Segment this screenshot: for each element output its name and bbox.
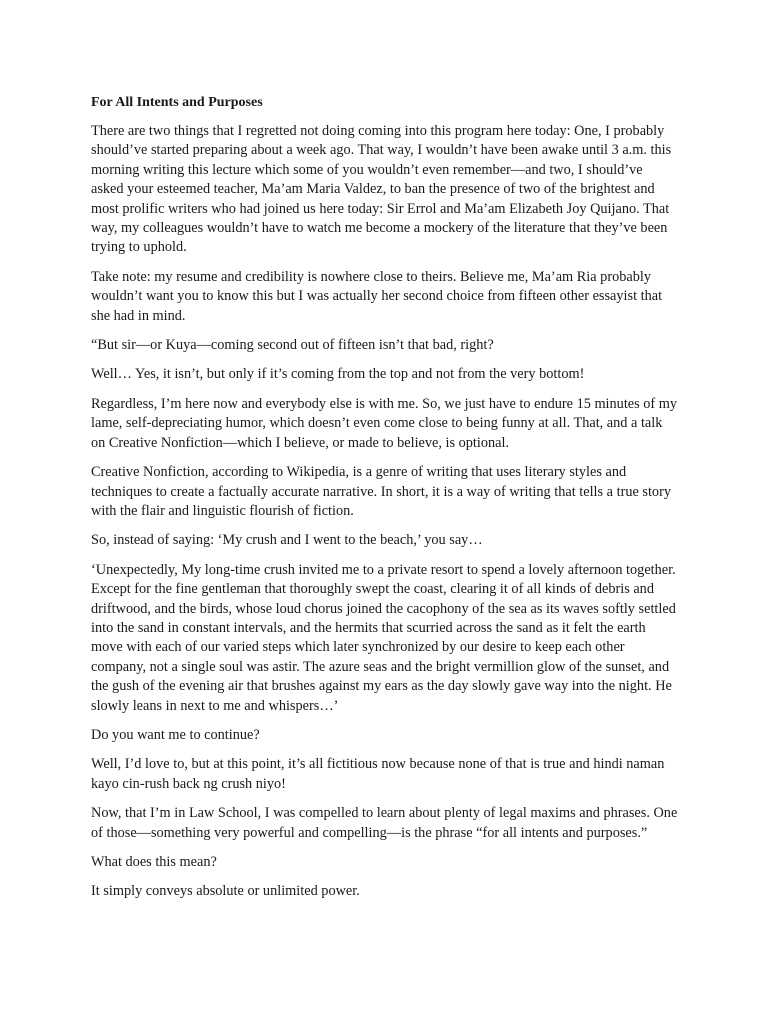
paragraph: “But sir—or Kuya—coming second out of fifteen isn’t that bad, right? [91,337,494,354]
paragraph: So, instead of saying: ‘My crush and I went to the beach,’ you say… [91,532,483,549]
paragraph: Well, I’d love to, but at this point, it’s all fictitious now because none of that is true and hindi naman kayo cin-rush back ng crush niyo! [91,756,665,792]
paragraph: Well… Yes, it isn’t, but only if it’s coming from the top and not from the very bottom! [91,366,585,383]
paragraph: It simply conveys absolute or unlimited power. [91,883,360,900]
paragraph: Do you want me to continue? [91,726,260,743]
paragraph: Now, that I’m in Law School, I was compelled to learn about plenty of legal maxims and phrases. One of those—something very powerful and compelling—is the phrase “for all intents and purposes.” [91,805,678,841]
paragraph: Creative Nonfiction, according to Wikipedia, is a genre of writing that uses literary styles and techniques to create a factually accurate narrative. In short, it is a way of writing that tells a true story with the flair and linguistic flourish of fiction. [91,464,671,519]
paragraph: ‘Unexpectedly, My long-time crush invited me to a private resort to spend a lovely afternoon together. Except for the fine gentleman that thoroughly swept the coast, clearing it of all kinds of debris and driftwood, and the birds, whose loud chorus joined the cacophony of the sea as its waves softly settled into the sand in constant intervals, and the hermits that scurried across the sand as it felt the earth move with each of our varied steps which later synchronized by our desire to keep each other company, not a single soul was astir. The azure seas and the bright vermillion glow of the sunset, and the gush of the evening air that brushes against my ears as the day slowly gave way into the night. He slowly leans in next to me and whispers…’ [91,561,676,714]
paragraph: There are two things that I regretted not doing coming into this program here today: One, I probably should’ve started preparing about a week ago. That way, I wouldn’t have been awake until 3 a.m. this morning writing this lecture which some of you wouldn’t even remember—and two, I should’ve asked your esteemed teacher, Ma’am Maria Valdez, to ban the presence of two of the brightest and most prolific writers who had joined us here today: Sir Errol and Ma’am Elizabeth Joy Quijano. That way, my colleagues wouldn’t have to watch me become a mockery of the literature that they’ve been trying to uphold. [91,123,672,256]
document-title: For All Intents and Purposes [91,95,263,110]
paragraph: What does this mean? [91,854,217,870]
paragraph: Take note: my resume and credibility is nowhere close to theirs. Believe me, Ma’am Ria probably wouldn’t want you to know this but I was actually her second choice from fifteen other essayist that she had in mind. [91,268,663,324]
paragraph: Regardless, I’m here now and everybody else is with me. So, we just have to endure 15 minutes of my lame, self-depreciating humor, which doesn’t even come close to being funny at all. That, and a talk on Creative Nonfiction—which I believe, or made to believe, is optional. [91,395,678,451]
